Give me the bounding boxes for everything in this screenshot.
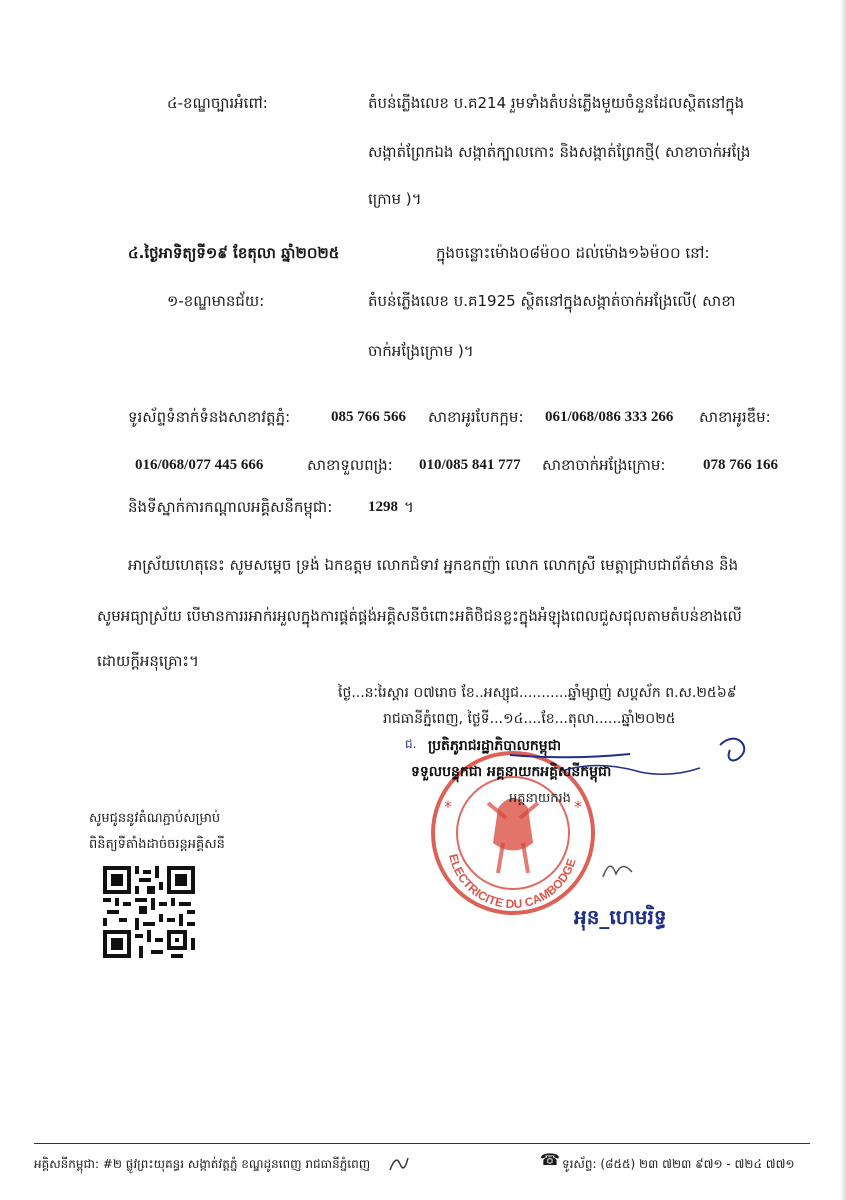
seal-text: ELECTRICITE DU CAMBODGE xyxy=(446,852,579,912)
district-detail-line-1: តំបន់ភ្លើងលេខ ប.គ214 រួមទាំងតំបន់ភ្លើងមួយចំនួនដែលស្ថិតនៅក្នុង xyxy=(368,94,745,112)
svg-text:ELECTRICITE DU CAMBODGE xyxy=(446,852,579,911)
lunar-date-line: ថ្ងៃ...នៈរៃស្គារ ០៧រោច ខែ..អស្សុជ...........ឆ្នាំម្សាញ់ សប្តស័ក ព.ស.២៥៦៩ xyxy=(338,685,737,701)
signature-prefix: ជ. xyxy=(405,737,417,751)
contact-number-ou-doem: 016/068/077 445 666 xyxy=(135,457,264,473)
district-detail-line-1: តំបន់ភ្លើងលេខ ប.គ1925 ស្ថិតនៅក្នុងសង្កាត់ចាក់អង្រែលើ( សាខា xyxy=(368,292,736,310)
schedule-date-heading: ៤.ថ្ងៃអាទិត្យទី១៩ ខែតុលា ឆ្នាំ២០២៥ xyxy=(128,244,340,262)
phone-icon: ☎ xyxy=(540,1150,560,1169)
signing-org-line-1: ប្រតិភូរាជរដ្ឋាភិបាលកម្ពុជា xyxy=(428,738,562,754)
contact-number-tuol-pongro: 010/085 841 777 xyxy=(419,457,521,473)
qr-caption-line-2: ពិនិត្យទីតាំងដាច់ចរន្តអគ្គិសនី xyxy=(89,837,225,852)
schedule-time-range: ក្នុងចន្លោះម៉ោង០៨ម៉០០ ដល់ម៉ោង១៦ម៉០០ នៅ: xyxy=(436,244,710,262)
district-label-chbar-ampov: ៤-ខណ្ឌច្បារអំពៅ: xyxy=(167,94,268,112)
contact-label-wat-phnom: ទូរស័ព្ទទំនាក់ទំនងសាខាវត្តភ្នំ: xyxy=(128,408,291,426)
solar-date-line: រាជធានីភ្នំពេញ, ថ្ងៃទី...១៤....ខែ...តុលា......ឆ្នាំ២០២៥ xyxy=(383,711,676,727)
footer-address: អគ្គិសនីកម្ពុជា: #២ ផ្លូវព្រះយុគន្ធរ សង្កាត់វត្តភ្នំ ខណ្ឌដូនពេញ រាជធានីភ្នំពេញ xyxy=(34,1157,371,1171)
initial-mark xyxy=(598,852,638,882)
contact-label-tuol-pongro: សាខាទួលពង្រ: xyxy=(307,456,393,474)
contact-end-mark: ។ xyxy=(404,498,414,516)
district-detail-line-3: ក្រោម )។ xyxy=(368,190,422,208)
contact-number-wat-phnom: 085 766 566 xyxy=(331,409,406,425)
signing-org-line-3: អគ្គនាយករង xyxy=(509,791,571,806)
closing-line-1: អាស្រ័យហេតុនេះ សូមសម្តេច ទ្រង់ ឯកឧត្តម លោកជំទាវ អ្នកឧកញ៉ា លោក លោកស្រី មេត្តាជ្រាបជាព័ត៌មាន និង xyxy=(128,556,739,574)
qr-caption-line-1: សូមជូននូវតំណភ្ជាប់សម្រាប់ xyxy=(89,811,221,826)
handwritten-signature xyxy=(450,720,770,780)
contact-label-headquarters: និងទីស្នាក់ការកណ្តាលអគ្គិសនីកម្ពុជា: xyxy=(128,498,333,516)
contact-label-ou-doem: សាខាអូរឌឹម: xyxy=(699,408,771,426)
page-edge-shadow xyxy=(840,0,846,1200)
signer-name: អុន_ហេមរិទ្ធ xyxy=(574,905,667,929)
svg-text:*: * xyxy=(574,797,582,816)
closing-line-3: ដោយក្តីអនុគ្រោះ។ xyxy=(97,652,199,670)
signing-org-line-2: ទទួលបន្ទុកជា អគ្គនាយកអគ្គិសនីកម្ពុជា xyxy=(411,764,612,780)
footer-divider xyxy=(34,1143,810,1144)
footer-initial-mark xyxy=(386,1152,412,1174)
footer-phone: ទូរស័ព្ទ: (៨៥៥) ២៣ ៧២៣ ៩៧១ - ៧២៤ ៧៧១ xyxy=(562,1157,795,1171)
district-detail-line-2: សង្កាត់ព្រែកឯង សង្កាត់ក្បាលកោះ និងសង្កាត់ព្រែកថ្មី( សាខាចាក់អង្រែ xyxy=(368,143,751,161)
contact-label-ou-baek-kam: សាខាអូរបែកក្អម: xyxy=(428,408,524,426)
contact-number-headquarters: 1298 xyxy=(368,499,398,515)
district-detail-line-2: ចាក់អង្រែក្រោម )។ xyxy=(368,342,474,360)
contact-number-ou-baek-kam: 061/068/086 333 266 xyxy=(545,409,674,425)
contact-number-chak-angre-kraom: 078 766 166 xyxy=(703,457,778,473)
closing-line-2: សូមអធ្យាស្រ័យ បើមានការរអាក់រអួលក្នុងការផ្គត់ផ្គង់អគ្គិសនីចំពោះអតិថិជនខ្លះក្នុងអំឡុងពេលជួសជុលតាមតំបន់ខាងលើ xyxy=(97,607,742,625)
svg-text:*: * xyxy=(444,797,452,816)
contact-label-chak-angre-kraom: សាខាចាក់អង្រែក្រោម: xyxy=(542,456,666,474)
district-label-mean-chey: ១-ខណ្ឌមានជ័យ: xyxy=(167,292,265,310)
outage-map-qr-code[interactable] xyxy=(103,866,195,958)
